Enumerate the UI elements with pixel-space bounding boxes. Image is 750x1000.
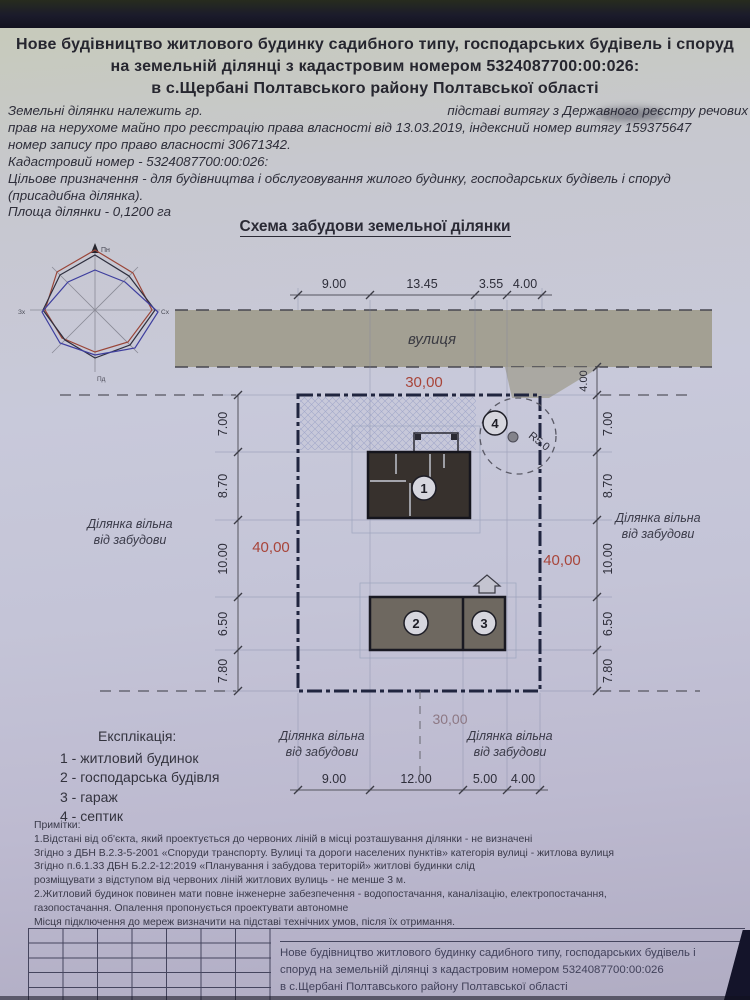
photo-dark-border-top (0, 0, 750, 28)
plot-width-top-label: 30,00 (405, 374, 443, 391)
free-area-bottom-left-line2: від забудови (285, 745, 359, 759)
site-plan-drawing (0, 240, 750, 800)
bottom-dim-4: 4.00 (510, 772, 536, 786)
title-block-line1: Нове будівництво житлового будинку садибного типу, господарських будівель і (280, 947, 696, 959)
septic-tank-dot (508, 432, 518, 442)
photo-dark-border-bottom (0, 996, 750, 1000)
right-dim-2: 8.70 (601, 473, 615, 499)
ownership-line3: номер запису про право власності 30671342. (8, 137, 291, 152)
compass-west-label: Зх (18, 309, 26, 316)
free-area-bottom-right-line2: від забудови (473, 745, 547, 759)
outbuilding-number-label: 2 (412, 616, 420, 631)
street-offset-dim: 4.00 (578, 370, 590, 392)
document-title-line1: Нове будівництво житлового будинку садибного типу, господарських будівель і споруд (15, 36, 735, 53)
legend-item-septic: 4 - септик (60, 808, 123, 824)
notes-line-2: Згідно з ДБН В.2.3-5-2001 «Споруди транспорту. Вулиці та дороги населених пунктів» категорія вулиці - житлова вулиця (34, 847, 615, 859)
setback-hatch-area (300, 397, 476, 450)
notes-line-7: Місця підключення до мереж визначити на підставі технічних умов, після їх отримання. (34, 916, 456, 928)
free-area-right-line2: від забудови (621, 527, 695, 541)
legend-title: Експлікація: (98, 728, 177, 744)
top-dim-1: 9.00 (321, 277, 347, 291)
outbuilding-and-garage (360, 575, 516, 658)
garage-number-label: 3 (480, 616, 488, 631)
left-dim-3: 10.00 (216, 543, 230, 575)
left-dimension-chain (216, 391, 242, 695)
ownership-line1-right: підставі витягу з Державного реєстру речових (447, 103, 748, 118)
septic-area (480, 398, 556, 474)
top-dim-3: 3.55 (478, 277, 504, 291)
notes-line-5: 2.Житловий будинок повинен мати повне інженерне забезпечення - водопостачання, каналізацію, електропостачання, (34, 888, 607, 900)
bottom-dim-1: 9.00 (321, 772, 347, 786)
bottom-dim-2: 12.00 (400, 772, 432, 786)
legend-item-garage: 3 - гараж (60, 788, 118, 805)
plot-area-line: Площа ділянки - 0,1200 га (8, 204, 171, 219)
left-dim-2: 8.70 (216, 473, 230, 499)
free-area-bottom-right-line1: Ділянка вільна (467, 729, 553, 743)
scheme-heading (0, 218, 750, 236)
street-band (175, 310, 712, 398)
entrance-arrow-icon (474, 575, 500, 593)
compass-east-label: Сх (161, 309, 169, 316)
left-dim-1: 7.00 (216, 411, 230, 437)
right-dim-5: 7.80 (601, 658, 615, 684)
notes-line-3: Згідно п.6.1.33 ДБН Б.2.2-12:2019 «Планування і забудова територій» житлові будинки слід (34, 861, 475, 873)
free-area-right-line1: Ділянка вільна (615, 511, 701, 525)
notes-title: Примітки: (34, 820, 81, 831)
plot-depth-left-label: 40,00 (252, 539, 290, 556)
compass-north-label: Пн (101, 247, 110, 254)
top-dim-4: 4.00 (512, 277, 538, 291)
plot-width-bottom-label: 30,00 (432, 711, 468, 727)
septic-radius-label: R5.0 (525, 429, 552, 454)
notes-line-6: газопостачання. Опалення пропонується проектувати автономне (34, 902, 349, 914)
title-block-line3: в с.Щербані Полтавського району Полтавської області (280, 981, 568, 993)
notes-block (34, 819, 614, 929)
top-dimension-chain (290, 277, 552, 299)
right-dim-3: 10.00 (601, 543, 615, 575)
free-area-bottom-left-line1: Ділянка вільна (279, 729, 365, 743)
right-dimension-chain (578, 363, 615, 695)
purpose-line1: Цільове призначення - для будівництва і обслуговування жилого будинку, господарських будівель і споруд (8, 171, 671, 186)
title-block-grid (28, 929, 271, 1000)
title-block-line2: споруд на земельній ділянці з кадастровим номером 5324087700:00:026 (280, 964, 664, 976)
street-label: вулиця (407, 331, 457, 348)
ownership-line1-left: Земельні ділянки належить гр. (8, 103, 203, 118)
purpose-line2: (присадибна ділянка). (8, 188, 144, 203)
right-dim-1: 7.00 (601, 411, 615, 437)
title-block-text-rule (280, 941, 742, 942)
septic-number-label: 4 (491, 416, 499, 431)
notes-line-1: 1.Відстані від об'єкта, який проектується до червоних ліній в місці розташування ділянки - не визначені (34, 833, 533, 845)
document-title-line3: в с.Щербані Полтавського району Полтавської області (151, 80, 599, 97)
notes-line-4: розміщувати з відступом від червоних ліній житлових вулиць - не менше 3 м. (34, 875, 406, 887)
top-dim-2: 13.45 (406, 277, 438, 291)
cadastral-number-line: Кадастровий номер - 5324087700:00:026: (8, 154, 269, 169)
plot-depth-right-label: 40,00 (543, 552, 581, 569)
left-dim-5: 7.80 (216, 658, 230, 684)
bottom-dimension-chain (290, 772, 548, 794)
document-title-line2: на земельній ділянці з кадастровим номером 5324087700:00:026: (110, 58, 640, 75)
legend-item-outbuilding: 2 - господарська будівля (60, 769, 220, 785)
compass-south-label: Пд (97, 376, 106, 383)
free-area-left-line1: Ділянка вільна (87, 517, 173, 531)
ownership-line2: прав на нерухоме майно про реєстрацію права власності від 13.03.2019, індексний номер витягу 159375647 (8, 120, 692, 135)
bottom-dim-3: 5.00 (472, 772, 498, 786)
legend-explication (60, 727, 219, 827)
left-dim-4: 6.50 (216, 611, 230, 637)
free-area-left-line2: від забудови (93, 533, 167, 547)
legend-item-house: 1 - житловий будинок (60, 749, 199, 766)
house-number-label: 1 (420, 481, 428, 496)
scheme-heading-text: Схема забудови земельної ділянки (239, 218, 511, 235)
right-dim-4: 6.50 (601, 611, 615, 637)
wind-rose (18, 243, 170, 383)
